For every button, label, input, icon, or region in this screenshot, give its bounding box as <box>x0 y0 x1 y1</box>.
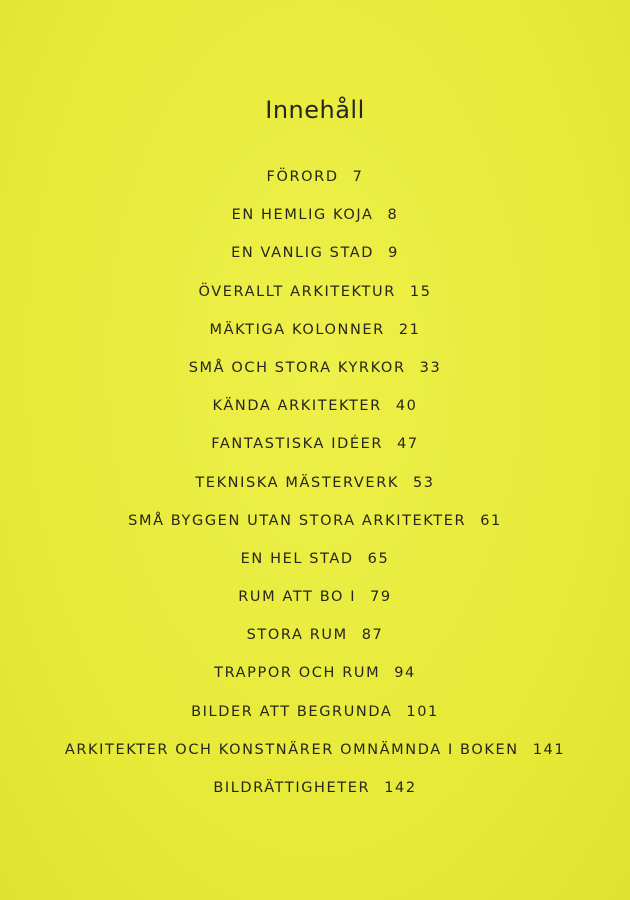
toc-entry <box>0 432 630 470</box>
toc-entry-title: FÖRORD <box>266 169 339 185</box>
toc-entry <box>0 280 630 318</box>
toc-page-number: 47 <box>397 436 419 453</box>
toc-entry <box>0 776 630 814</box>
toc-page-number: 33 <box>419 359 442 376</box>
toc-entry <box>0 623 630 661</box>
toc-page-number: 101 <box>406 703 439 720</box>
toc-page-number: 7 <box>352 169 364 185</box>
toc-entry <box>0 471 630 509</box>
toc-entry-title: MÄKTIGA KOLONNER <box>209 321 385 338</box>
toc-entry <box>0 547 630 585</box>
toc-page-number: 21 <box>398 321 421 338</box>
toc-page-number: 79 <box>370 589 392 606</box>
toc-page-number: 94 <box>394 665 416 682</box>
toc-page-number: 61 <box>480 512 502 529</box>
toc-entry-title: SMÅ BYGGEN UTAN STORA ARKITEKTER <box>128 512 467 529</box>
toc-entry-title: TEKNISKA MÄSTERVERK <box>195 474 399 491</box>
toc-page-number: 141 <box>532 741 566 758</box>
toc-entry <box>0 356 630 394</box>
toc-entry-title: RUM ATT BO I <box>238 589 357 606</box>
toc-entry-title: SMÅ OCH STORA KYRKOR <box>188 359 406 376</box>
toc-entry-title: FANTASTISKA IDÉER <box>211 436 384 453</box>
toc-entry <box>0 700 630 738</box>
toc-entry-title: TRAPPOR OCH RUM <box>214 665 381 682</box>
toc-entry <box>0 203 630 241</box>
toc-entry <box>0 241 630 279</box>
toc-page-number: 142 <box>384 780 417 796</box>
toc-entry <box>0 509 630 547</box>
toc-entry <box>0 738 630 776</box>
toc-page-number: 40 <box>395 398 418 415</box>
toc-page-number: 8 <box>387 207 399 224</box>
toc-entry-title: ARKITEKTER OCH KONSTNÄRER OMNÄMNDA I BOKEN <box>64 741 519 758</box>
toc-entry-title: EN HEMLIG KOJA <box>231 207 374 224</box>
toc-entry-title: EN VANLIG STAD <box>231 245 375 262</box>
toc-entry <box>0 394 630 432</box>
toc-page-number: 65 <box>367 550 390 567</box>
page-title: Innehåll <box>265 96 365 124</box>
toc-entry-title: BILDRÄTTIGHETER <box>213 780 371 796</box>
toc-entry <box>0 661 630 699</box>
toc-page-number: 15 <box>409 283 432 300</box>
toc-entry <box>0 165 630 203</box>
toc-page-number: 87 <box>361 627 384 644</box>
toc-entry-title: KÄNDA ARKITEKTER <box>212 398 382 415</box>
toc-entry-title: STORA RUM <box>246 627 348 644</box>
toc-entry <box>0 318 630 356</box>
toc-page-number: 9 <box>388 245 399 262</box>
toc-page-number: 53 <box>412 474 435 491</box>
toc-entry-title: BILDER ATT BEGRUNDA <box>191 703 393 720</box>
table-of-contents <box>0 165 630 814</box>
toc-entry-title: ÖVERALLT ARKITEKTUR <box>198 283 396 300</box>
toc-entry-title: EN HEL STAD <box>240 550 354 567</box>
toc-entry <box>0 585 630 623</box>
